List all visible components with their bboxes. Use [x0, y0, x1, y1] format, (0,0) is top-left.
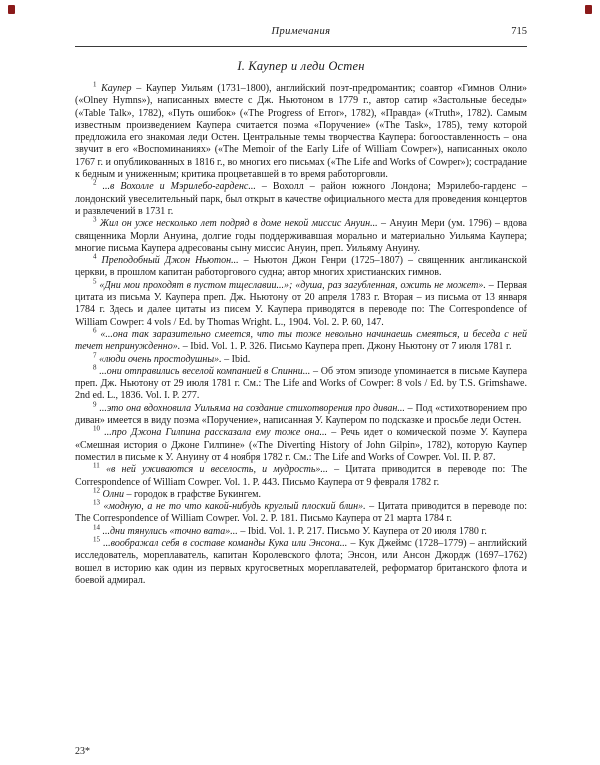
header-rule — [75, 46, 527, 47]
note — [75, 486, 527, 501]
section-title: I. Каупер и леди Остен — [237, 59, 365, 73]
note-lemma: ...дни тянулись «точно вата»... — [102, 525, 238, 537]
note-text: – Ibid. Vol. 1. P. 217. Письмо У. Каупера от 20 июля 1780 г. — [237, 525, 487, 537]
note — [75, 363, 528, 403]
note-number: 9 — [93, 400, 97, 409]
note-lemma: ...про Джона Гилпина рассказала ему тоже она... — [104, 427, 327, 439]
note-text: – Цитата приводится в переводе по: The Correspondence of William Cowper. Vol. 1. P. 443. Письмо Каупера от 9 февраля 1782 г. — [75, 464, 528, 488]
note-lemma: «люди очень простодушны». — [99, 353, 222, 365]
note-number: 11 — [93, 461, 100, 470]
note-text: – Каупер Уильям (1731–1800), английский поэт-предромантик; соавтор «Гимнов Олни» («Olney Hymns»), написанных вместе с Дж. Ньютоном в 1779 г., автор сатир «Застольные беседы» («Table Talk», 1782), «Путь ошибок» («The Progress of Error», 1782), «Правда» («Truth», 1782). Самым известным произведением Каупера считается поэма «Поручение» («The Task», 1785), тему которой предложила его знакомая леди Остен. Центральные темы творчества Каупера: богооставленность – она звучит в его «Воспоминаниях» («The Memoir of the Early Life of William Cowper»), написанных около 1767 г. и опубликованных в 1816 г., во многих его письмах («The Life and Works of Cowper»); сострадание к бедным и униженным; критика процветавшей в то время работорговли. — [75, 83, 527, 181]
note-lemma: «...она так заразительно смеется, что ты тоже невольно начинаешь смеяться, и беседа с ней течет непринужденно». — [75, 328, 527, 353]
corner-mark-left — [8, 5, 15, 14]
note-number: 6 — [93, 326, 97, 335]
note — [75, 277, 527, 329]
note — [75, 351, 527, 366]
note-lemma: ...воображал себя в составе команды Кука или Энсона... — [103, 537, 348, 549]
note-number: 7 — [93, 351, 97, 360]
note-text: – Первая цитата из письма У. Каупера преп. Дж. Ньютону от 20 апреля 1783 г. Вторая – из письма от 13 января 1784 г. Здесь и далее цитаты из писем У. Каупера приводятся в переводе по: The Correspondence of William Cowper: 4 vols / Ed. by Thomas Wright. L., 1904. Vol. 2. P. 60, 147. — [75, 279, 527, 328]
note-lemma: Жил он уже несколько лет подряд в доме некой миссис Ануин... — [99, 218, 378, 230]
note-text: – Ibid. — [221, 353, 251, 365]
note — [75, 523, 527, 538]
note — [75, 424, 528, 464]
note-number: 3 — [93, 215, 97, 224]
note-text: – Речь идет о комической поэме У. Каупера «Смешная история о Джоне Гилпине» («The Diverting History of John Gilpin», 1782), которую Каупер поместил в письме к У. Ануину от 4 ноября 1782 г. См.: The Life and Works of Cowper. Vol. II. P. 87. — [75, 427, 528, 463]
page-number: 715 — [511, 26, 527, 37]
corner-mark-right — [585, 5, 592, 14]
note-text: – Вохолл – район южного Лондона; Мэрилебо-гарденс – лондонский увеселительный парк, был открыт в качестве официального места для проведения концертов и развлечений в 1731 г. — [75, 181, 528, 217]
note-number: 4 — [93, 252, 97, 261]
note-text: – Кук Джеймс (1728–1779) – английский исследователь, мореплаватель, капитан Королевского флота; Энсон, или Ансон Джордж (1697–1762) вошел в историю как один из первых кругосветных мореплавателей, реформатор британского флота и боевой адмирал. — [75, 537, 527, 586]
note-text: – Ануин Мери (ум. 1796) – вдова священника Морли Ануина, долгие годы поддерживавшая морально и материально Уильяма Каупера; многие письма Каупера адресованы сыну миссис Ануин, преп. Уильяму Ануину. — [75, 218, 527, 254]
note-lemma: Преподобный Джон Ньютон... — [101, 255, 239, 267]
note — [75, 252, 527, 280]
note-number: 5 — [93, 277, 97, 286]
note-lemma: «в ней уживаются и веселость, и мудрость»... — [105, 464, 328, 476]
note-number: 13 — [93, 498, 100, 507]
note-number: 2 — [93, 179, 97, 188]
note — [75, 498, 527, 526]
note-lemma: Олни — [102, 488, 125, 500]
note-text: – Об этом эпизоде упоминается в письме Каупера преп. Дж. Ньютону от 29 июля 1781 г. См.: The Life and Works of Cowper: 8 vols / Ed. by T.S. Grimshawe. 2nd ed. L., 1836. Vol. I. P. 277. — [75, 365, 528, 402]
signature-mark: 23* — [75, 746, 90, 757]
note-number: 1 — [93, 80, 97, 89]
note-lemma: ...это она вдохновила Уильяма на создание стихотворения про диван... — [99, 402, 405, 414]
note-number: 10 — [93, 424, 100, 433]
note-number: 12 — [93, 486, 100, 495]
note — [75, 181, 527, 218]
note — [75, 400, 528, 428]
note-text: – Ньютон Джон Генри (1725–1807) – священник англиканской церкви, в прошлом капитан работоргового судна; автор многих христианских гимнов. — [75, 255, 527, 279]
note — [75, 326, 527, 354]
note — [75, 215, 527, 255]
note-lemma: ...в Вохолле и Мэрилебо-гарденс... — [102, 181, 256, 193]
note — [75, 535, 527, 587]
note-number: 14 — [93, 523, 100, 532]
note-text: – Цитата приводится в переводе по: The Correspondence of William Cowper. Vol. 2. P. 181. Письмо Каупера от 21 марта 1784 г. — [75, 501, 527, 525]
running-head — [75, 26, 527, 42]
note-text: – Под «стихотворением про диван» имеется в виду поэма «Поручение», написанная У. Каупером по подсказке и просьбе леди Остен. — [75, 402, 528, 427]
note — [75, 80, 527, 181]
note-number: 8 — [93, 363, 97, 372]
running-head-title: Примечания — [271, 26, 331, 37]
note — [75, 461, 528, 489]
note-text: – Ibid. Vol. 1. P. 326. Письмо Каупера преп. Джону Ньютону от 7 июля 1781 г. — [180, 341, 512, 353]
note-lemma: Каупер — [101, 83, 132, 94]
note-lemma: «Дни мои проходят в пустом тщеславии...»; «душа, раз загубленная, ожить не может». — [99, 279, 486, 291]
note-lemma: ...они отправились веселой компанией в Спинни... — [99, 365, 311, 377]
notes — [75, 80, 528, 587]
page-content — [75, 26, 527, 755]
note-text: – городок в графстве Букингем. — [124, 488, 261, 500]
note-lemma: «модную, а не то что какой-нибудь круглый плоский блин». — [103, 501, 366, 513]
note-number: 15 — [93, 535, 100, 544]
